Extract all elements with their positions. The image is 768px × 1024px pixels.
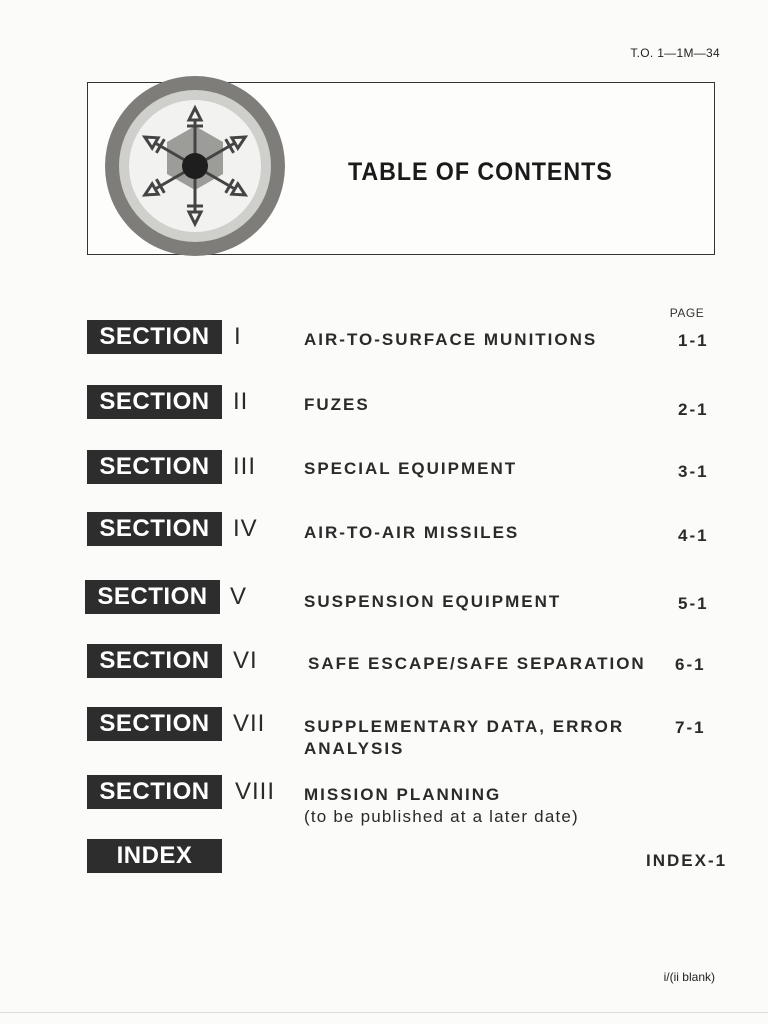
page-column-header: PAGE — [669, 306, 705, 320]
section-badge: SECTION — [87, 320, 222, 354]
section-badge: SECTION — [87, 707, 222, 741]
page-number: 4-1 — [678, 526, 709, 545]
page-number: 7-1 — [675, 718, 706, 737]
section-title-line2: ANALYSIS — [304, 739, 405, 758]
section-title: AIR-TO-AIR MISSILES — [304, 523, 520, 542]
section-title-line1: SUPPLEMENTARY DATA, ERROR — [304, 717, 625, 736]
section-title: SUSPENSION EQUIPMENT — [304, 592, 562, 611]
section-title-note: (to be published at a later date) — [304, 807, 579, 826]
page-number: 2-1 — [678, 400, 709, 419]
section-title — [304, 784, 579, 828]
section-badge: SECTION — [87, 385, 222, 419]
page-title: TABLE OF CONTENTS — [348, 158, 613, 186]
section-numeral: I — [234, 323, 242, 350]
section-badge: SECTION — [87, 775, 222, 809]
document-id: T.O. 1—1M—34 — [630, 46, 720, 60]
section-title: SAFE ESCAPE/SAFE SEPARATION — [308, 654, 646, 673]
section-title: SPECIAL EQUIPMENT — [304, 459, 518, 478]
section-badge: SECTION — [87, 644, 222, 678]
section-numeral: III — [233, 453, 257, 480]
section-badge: SECTION — [87, 450, 222, 484]
section-numeral: II — [233, 388, 249, 415]
section-numeral: VI — [233, 647, 258, 674]
page-number: 6-1 — [675, 655, 706, 674]
section-title: AIR-TO-SURFACE MUNITIONS — [304, 330, 598, 349]
section-numeral: IV — [233, 515, 258, 542]
section-title-line1: MISSION PLANNING — [304, 785, 502, 804]
section-badge: SECTION — [87, 512, 222, 546]
index-page-number: INDEX-1 — [646, 851, 728, 870]
bottom-rule — [0, 1012, 768, 1013]
section-numeral: V — [230, 583, 248, 610]
page-number: 1-1 — [678, 331, 709, 350]
page-number: 3-1 — [678, 462, 709, 481]
section-numeral: VII — [233, 710, 266, 737]
section-badge: SECTION — [85, 580, 220, 614]
section-numeral: VIII — [235, 778, 276, 805]
section-title: FUZES — [304, 395, 370, 414]
page-footer: i/(ii blank) — [663, 970, 715, 984]
munitions-emblem-icon — [103, 74, 287, 258]
index-badge: INDEX — [87, 839, 222, 873]
section-title — [304, 716, 624, 760]
page-number: 5-1 — [678, 594, 709, 613]
